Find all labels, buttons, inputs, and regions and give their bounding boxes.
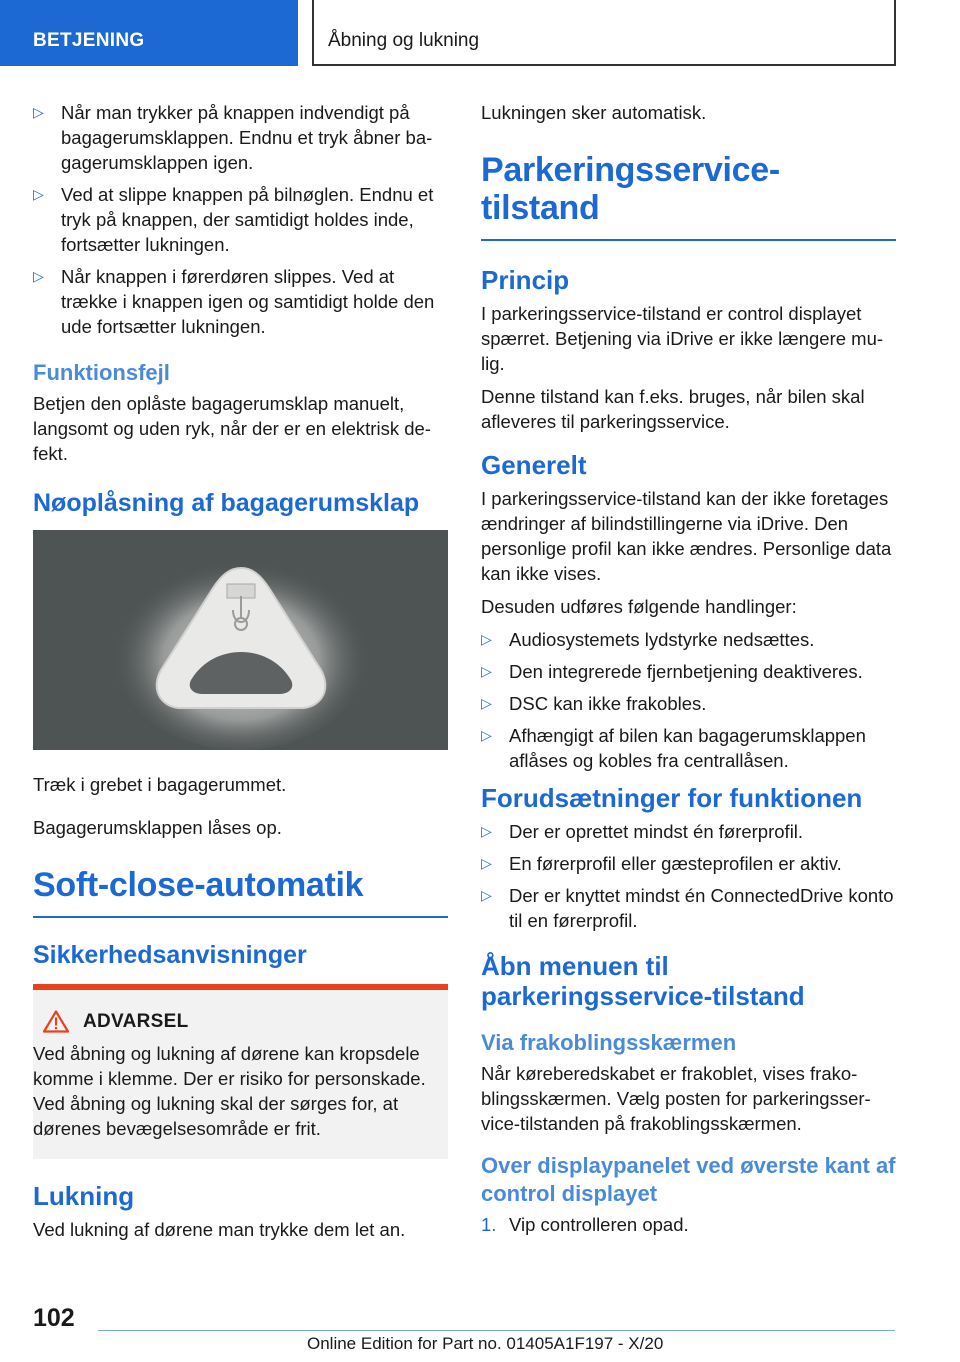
valet-mode-heading: Parkeringsservice-tilstand: [481, 151, 896, 241]
steps-list: [481, 1212, 896, 1237]
list-item: ▷ Når man trykker på knappen indvendigt på bagagerumsklappen. Endnu et tryk åbner bagagerumsklappen igen.: [33, 102, 433, 173]
list-item: ▷ DSC kan ikke frakobles.: [481, 693, 707, 714]
requirements-heading: Forudsætninger for funktionen: [481, 783, 863, 813]
image-caption-pull: Træk i grebet i bagagerummet.: [33, 774, 287, 795]
principle-text-1: I parkeringsservice-tilstand er control displayet spærret. Betjening via iDrive er ikke længere mulig.: [481, 303, 884, 374]
edition-note: Online Edition for Part no. 01405A1F197 - X/20: [307, 1334, 664, 1353]
disconnect-screen-heading: Via frakoblingsskærmen: [481, 1030, 737, 1055]
general-heading: Generelt: [481, 450, 587, 480]
triangle-bullet-icon: ▷: [481, 855, 492, 871]
list-item: ▷ En førerprofil eller gæsteprofilen er aktiv.: [481, 853, 842, 874]
page-number: 102: [33, 1304, 75, 1332]
fault-heading: Funktionsfejl: [33, 360, 170, 385]
triangle-bullet-icon: ▷: [33, 104, 44, 120]
general-actions-list: [481, 627, 896, 773]
general-text-2: Desuden udføres følgende handlinger:: [481, 596, 797, 617]
warning-title-row: [33, 1010, 434, 1033]
softclose-heading: Soft-close-automatik: [33, 866, 448, 918]
step-item: 1. Vip controlleren opad.: [481, 1214, 689, 1235]
disconnect-screen-text: Når køreberedskabet er frakoblet, vises frakoblingsskærmen. Vælg posten for parkeringsservice-tilstanden på frakoblingsskærmen.: [481, 1063, 871, 1134]
list-item: ▷ Der er oprettet mindst én førerprofil.: [481, 821, 804, 842]
chapter-title: Åbning og lukning: [312, 0, 896, 66]
step-number: 1.: [481, 1214, 497, 1235]
closing-text: Ved lukning af dørene man trykke dem let an.: [33, 1219, 406, 1240]
warning-triangle-icon: [43, 1010, 69, 1033]
open-menu-heading: Åbn menuen til parkeringsservice-tilstand: [481, 951, 805, 1011]
trunk-release-handle-image: [33, 530, 448, 750]
triangle-bullet-icon: ▷: [33, 186, 44, 202]
triangle-bullet-icon: ▷: [481, 727, 492, 743]
warning-label: ADVARSEL: [83, 1010, 189, 1032]
closing-methods-list: [33, 100, 448, 339]
page-footer: [0, 1290, 960, 1362]
image-caption-unlocked: Bagagerumsklappen låses op.: [33, 817, 282, 838]
section-tab: BETJENING: [0, 0, 298, 66]
triangle-bullet-icon: ▷: [481, 695, 492, 711]
release-handle-illustration: [33, 530, 448, 750]
triangle-bullet-icon: ▷: [481, 663, 492, 679]
warning-box: [33, 984, 448, 1159]
safety-heading: Sikkerhedsanvisninger: [33, 941, 307, 969]
principle-heading: Princip: [481, 265, 570, 295]
footer-divider: [98, 1330, 895, 1331]
triangle-bullet-icon: ▷: [481, 631, 492, 647]
page-header: [0, 0, 960, 66]
warning-text: Ved åbning og lukning af dørene kan kropsdele komme i klemme. Der er risiko for personskade. Ved åbning og lukning skal der sørges for, at dørenes bevægelsesområde er frit.: [33, 1043, 426, 1139]
left-column: [33, 100, 448, 1250]
list-item: ▷ Når knappen i førerdøren slippes. Ved at trække i knappen igen og samtidigt holde den ude fortsætter lukningen.: [33, 266, 435, 337]
closing-heading: Lukning: [33, 1181, 135, 1211]
list-item: ▷ Ved at slippe knappen på bilnøglen. Endnu et tryk på knappen, der samtidigt holdes inde, fortsætter lukningen.: [33, 184, 434, 255]
principle-text-2: Denne tilstand kan f.eks. bruges, når bilen skal afleveres til parkeringsservice.: [481, 386, 865, 432]
triangle-bullet-icon: ▷: [481, 823, 492, 839]
general-text-1: I parkeringsservice-tilstand kan der ikke foretages ændringer af bilindstillingerne via iDrive. Den personlige profil kan ikke ændres. Personlige data kan ikke vises.: [481, 488, 892, 584]
right-column: [481, 100, 896, 1237]
triangle-bullet-icon: ▷: [481, 887, 492, 903]
intro-text: Lukningen sker automatisk.: [481, 102, 707, 123]
list-item: ▷ Audiosystemets lydstyrke nedsættes.: [481, 629, 815, 650]
fault-text: Betjen den oplåste bagagerumsklap manuelt, langsomt og uden ryk, når der er en elektrisk defekt.: [33, 393, 431, 464]
requirements-list: [481, 819, 896, 933]
display-panel-heading: Over displaypanelet ved øverste kant af control displayet: [481, 1153, 896, 1206]
list-item: ▷ Afhængigt af bilen kan bagagerumsklappen aflåses og kobles fra centrallåsen.: [481, 725, 866, 771]
list-item: ▷ Der er knyttet mindst én ConnectedDrive konto til en førerprofil.: [481, 885, 894, 931]
list-item: ▷ Den integrerede fjernbetjening deaktiveres.: [481, 661, 863, 682]
triangle-bullet-icon: ▷: [33, 268, 44, 284]
emergency-release-heading: Nøoplåsning af bagagerumsklap: [33, 489, 420, 517]
